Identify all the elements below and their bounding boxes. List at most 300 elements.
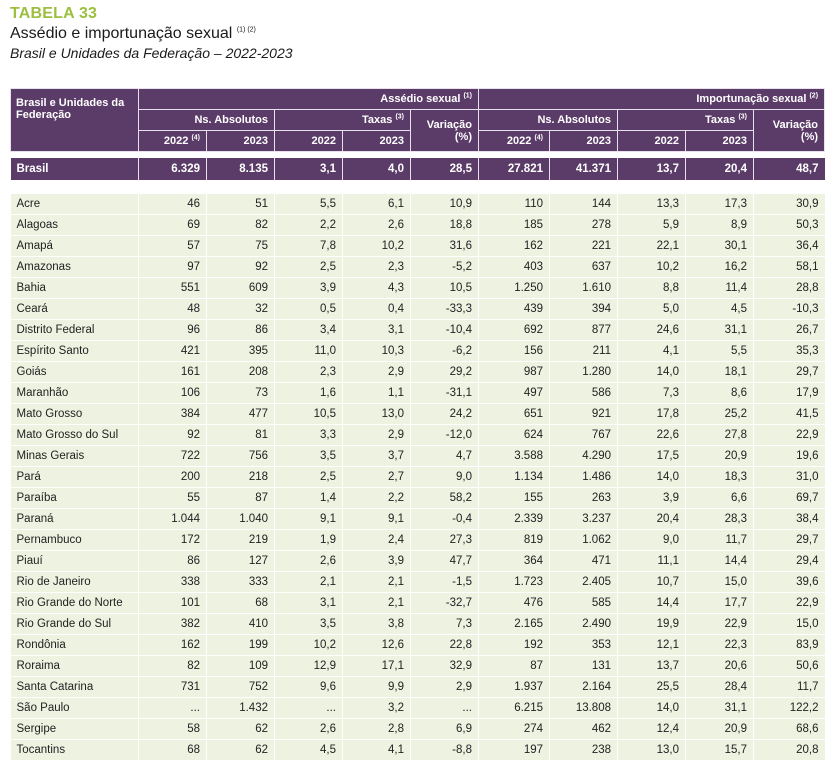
value-cell: 2,9 [411, 677, 479, 698]
value-cell: 13,0 [343, 404, 411, 425]
value-cell: 395 [207, 341, 275, 362]
value-cell: 156 [479, 341, 550, 362]
value-cell: 11,4 [686, 278, 754, 299]
value-cell: 3,8 [343, 614, 411, 635]
value-cell: 27,8 [686, 425, 754, 446]
value-cell: 3.237 [550, 509, 618, 530]
value-cell: 131 [550, 656, 618, 677]
table-title-text: Assédio e importunação sexual [10, 25, 233, 42]
header-year-2023-taxa-assedio: 2023 [343, 131, 411, 152]
region-name: Bahia [11, 278, 139, 299]
header-absolutos-assedio: Ns. Absolutos [139, 110, 275, 131]
value-cell: 2,2 [275, 215, 343, 236]
value-cell: 9,1 [343, 509, 411, 530]
table-row [11, 278, 825, 299]
table-row [11, 320, 825, 341]
table-heading [10, 4, 293, 63]
header-year-2023-taxa-importunacao: 2023 [686, 131, 754, 152]
value-cell: 1.250 [479, 278, 550, 299]
table-row [11, 299, 825, 320]
value-cell: 439 [479, 299, 550, 320]
table-row [11, 341, 825, 362]
table-row [11, 215, 825, 236]
table-row [11, 614, 825, 635]
value-cell: 101 [139, 593, 207, 614]
value-cell: 106 [139, 383, 207, 404]
value-cell: 364 [479, 551, 550, 572]
value-cell: 0,4 [343, 299, 411, 320]
value-cell: 10,2 [618, 257, 686, 278]
value-cell: 1.486 [550, 467, 618, 488]
value-cell: 110 [479, 194, 550, 215]
value-cell: 7,3 [411, 614, 479, 635]
value-cell: 48,7 [754, 158, 825, 180]
value-cell: 14,0 [618, 362, 686, 383]
value-cell: 382 [139, 614, 207, 635]
value-cell: 62 [207, 740, 275, 761]
value-cell: 2,6 [275, 551, 343, 572]
value-cell: 4,1 [618, 341, 686, 362]
value-cell: 9,0 [411, 467, 479, 488]
table-number: TABELA 33 [10, 5, 98, 22]
value-cell: 18,1 [686, 362, 754, 383]
header-group-assedio-note: (1) [463, 92, 472, 100]
value-cell: 82 [139, 656, 207, 677]
value-cell: 86 [139, 551, 207, 572]
value-cell: 7,8 [275, 236, 343, 257]
value-cell: 32,9 [411, 656, 479, 677]
value-cell: 11,1 [618, 551, 686, 572]
value-cell: 1,1 [343, 383, 411, 404]
value-cell: 2,9 [343, 425, 411, 446]
table-row [11, 383, 825, 404]
value-cell: 13,7 [618, 656, 686, 677]
value-cell: 51 [207, 194, 275, 215]
value-cell: 58,2 [411, 488, 479, 509]
value-cell: 22,9 [686, 614, 754, 635]
header-group-assedio [139, 89, 479, 110]
region-name: Sergipe [11, 719, 139, 740]
header-group-importunacao [479, 89, 825, 110]
value-cell: 73 [207, 383, 275, 404]
year-note: (4) [191, 134, 200, 142]
value-cell: 333 [207, 572, 275, 593]
value-cell: 22,8 [411, 635, 479, 656]
value-cell: 20,4 [618, 509, 686, 530]
value-cell: 1.610 [550, 278, 618, 299]
year-label: 2022 [163, 135, 189, 147]
table-header [11, 89, 825, 152]
value-cell: 4,5 [686, 299, 754, 320]
value-cell: 4.290 [550, 446, 618, 467]
table-row [11, 362, 825, 383]
value-cell: 2,2 [343, 488, 411, 509]
value-cell: 2.339 [479, 509, 550, 530]
region-name: Tocantins [11, 740, 139, 761]
value-cell: 46 [139, 194, 207, 215]
value-cell: 353 [550, 635, 618, 656]
header-variacao-assedio-unit: (%) [454, 130, 472, 143]
value-cell: 14,4 [618, 593, 686, 614]
value-cell: 27,3 [411, 530, 479, 551]
value-cell: 86 [207, 320, 275, 341]
table-row [11, 488, 825, 509]
value-cell: 6,9 [411, 719, 479, 740]
value-cell: 4,0 [343, 158, 411, 180]
value-cell: 162 [479, 236, 550, 257]
table-row [11, 509, 825, 530]
value-cell: 637 [550, 257, 618, 278]
value-cell: 50,6 [754, 656, 825, 677]
value-cell: 921 [550, 404, 618, 425]
value-cell: 58 [139, 719, 207, 740]
region-name: Paraíba [11, 488, 139, 509]
table-row [11, 425, 825, 446]
value-cell: 87 [479, 656, 550, 677]
value-cell: 13,7 [618, 158, 686, 180]
value-cell: 41,5 [754, 404, 825, 425]
value-cell: 403 [479, 257, 550, 278]
value-cell: 7,3 [618, 383, 686, 404]
year-label: 2022 [506, 135, 532, 147]
table-row [11, 719, 825, 740]
value-cell: 22,9 [754, 425, 825, 446]
header-taxas-importunacao-note: (3) [738, 113, 747, 121]
value-cell: 208 [207, 362, 275, 383]
value-cell: 5,5 [686, 341, 754, 362]
header-group-importunacao-note: (2) [809, 92, 819, 100]
value-cell: 278 [550, 215, 618, 236]
value-cell: 11,7 [754, 677, 825, 698]
region-name: Pará [11, 467, 139, 488]
value-cell: 2,8 [343, 719, 411, 740]
value-cell: 15,0 [754, 614, 825, 635]
value-cell: 11,0 [275, 341, 343, 362]
value-cell: 692 [479, 320, 550, 341]
value-cell: 5,5 [275, 194, 343, 215]
region-name: Ceará [11, 299, 139, 320]
value-cell: 8,8 [618, 278, 686, 299]
header-group-assedio-label: Assédio sexual [380, 93, 461, 105]
region-name: Minas Gerais [11, 446, 139, 467]
value-cell: 200 [139, 467, 207, 488]
value-cell: 92 [139, 425, 207, 446]
value-cell: 16,2 [686, 257, 754, 278]
value-cell: 2.405 [550, 572, 618, 593]
value-cell: 17,7 [686, 593, 754, 614]
value-cell: 2,3 [343, 257, 411, 278]
value-cell: 384 [139, 404, 207, 425]
value-cell: 192 [479, 635, 550, 656]
value-cell: 477 [207, 404, 275, 425]
value-cell: 2.490 [550, 614, 618, 635]
value-cell: 6.215 [479, 698, 550, 719]
value-cell: 29,7 [754, 362, 825, 383]
value-cell: 218 [207, 467, 275, 488]
value-cell: 69,7 [754, 488, 825, 509]
value-cell: 35,3 [754, 341, 825, 362]
region-name: Rio Grande do Sul [11, 614, 139, 635]
value-cell: 172 [139, 530, 207, 551]
value-cell: 4,7 [411, 446, 479, 467]
table-body-states [11, 194, 825, 761]
region-name: Roraima [11, 656, 139, 677]
value-cell: 29,4 [754, 551, 825, 572]
table-row [11, 194, 825, 215]
value-cell: 5,9 [618, 215, 686, 236]
header-variacao-importunacao-unit: (%) [800, 130, 819, 143]
header-taxas-assedio-label: Taxas [362, 114, 393, 126]
header-taxas-importunacao-label: Taxas [705, 114, 736, 126]
table-row [11, 572, 825, 593]
value-cell: 109 [207, 656, 275, 677]
value-cell: 2,1 [343, 572, 411, 593]
value-cell: 28,8 [754, 278, 825, 299]
header-taxas-assedio-note: (3) [395, 113, 404, 121]
value-cell: 9,9 [343, 677, 411, 698]
header-year-2022-taxa-importunacao: 2022 [618, 131, 686, 152]
value-cell: 2,6 [343, 215, 411, 236]
value-cell: 12,9 [275, 656, 343, 677]
value-cell: 31,6 [411, 236, 479, 257]
value-cell: 127 [207, 551, 275, 572]
table-row [11, 656, 825, 677]
value-cell: 2,7 [343, 467, 411, 488]
region-name: Brasil [11, 158, 139, 180]
value-cell: 29,2 [411, 362, 479, 383]
region-name: Goiás [11, 362, 139, 383]
value-cell: 651 [479, 404, 550, 425]
value-cell: 20,6 [686, 656, 754, 677]
value-cell: 10,3 [343, 341, 411, 362]
value-cell: 3,1 [275, 158, 343, 180]
value-cell: 3,2 [343, 698, 411, 719]
value-cell: -10,3 [754, 299, 825, 320]
value-cell: 3.588 [479, 446, 550, 467]
value-cell: 162 [139, 635, 207, 656]
value-cell: -12,0 [411, 425, 479, 446]
value-cell: -5,2 [411, 257, 479, 278]
value-cell: 585 [550, 593, 618, 614]
value-cell: 97 [139, 257, 207, 278]
value-cell: 3,1 [275, 593, 343, 614]
value-cell: 1.723 [479, 572, 550, 593]
value-cell: 5,0 [618, 299, 686, 320]
table-row [11, 404, 825, 425]
value-cell: ... [139, 698, 207, 719]
value-cell: 15,7 [686, 740, 754, 761]
value-cell: 731 [139, 677, 207, 698]
value-cell: 9,6 [275, 677, 343, 698]
value-cell: 263 [550, 488, 618, 509]
value-cell: 19,6 [754, 446, 825, 467]
region-name: Mato Grosso do Sul [11, 425, 139, 446]
value-cell: 38,4 [754, 509, 825, 530]
value-cell: 410 [207, 614, 275, 635]
region-name: Distrito Federal [11, 320, 139, 341]
value-cell: 877 [550, 320, 618, 341]
value-cell: 2,1 [275, 572, 343, 593]
value-cell: 10,7 [618, 572, 686, 593]
value-cell: 219 [207, 530, 275, 551]
value-cell: 1.044 [139, 509, 207, 530]
table-row [11, 551, 825, 572]
header-absolutos-importunacao: Ns. Absolutos [479, 110, 618, 131]
region-name: Espírito Santo [11, 341, 139, 362]
table-row [11, 530, 825, 551]
value-cell: 8,6 [686, 383, 754, 404]
value-cell: -31,1 [411, 383, 479, 404]
value-cell: 155 [479, 488, 550, 509]
value-cell: 22,9 [754, 593, 825, 614]
year-note: (4) [534, 134, 543, 142]
value-cell: 3,9 [343, 551, 411, 572]
value-cell: 14,4 [686, 551, 754, 572]
region-name: Rio de Janeiro [11, 572, 139, 593]
value-cell: 0,5 [275, 299, 343, 320]
value-cell: 1.040 [207, 509, 275, 530]
value-cell: 28,4 [686, 677, 754, 698]
value-cell: 12,1 [618, 635, 686, 656]
value-cell: 2,1 [343, 593, 411, 614]
value-cell: 624 [479, 425, 550, 446]
region-name: Maranhão [11, 383, 139, 404]
value-cell: 68 [207, 593, 275, 614]
value-cell: 68 [139, 740, 207, 761]
table-row [11, 236, 825, 257]
value-cell: 13,3 [618, 194, 686, 215]
value-cell: 14,0 [618, 698, 686, 719]
value-cell: 1.062 [550, 530, 618, 551]
value-cell: 41.371 [550, 158, 618, 180]
value-cell: 6.329 [139, 158, 207, 180]
value-cell: 17,9 [754, 383, 825, 404]
value-cell: 20,8 [754, 740, 825, 761]
value-cell: 81 [207, 425, 275, 446]
value-cell: 31,1 [686, 698, 754, 719]
value-cell: 75 [207, 236, 275, 257]
region-name: Acre [11, 194, 139, 215]
header-variacao-assedio-label: Variação [426, 118, 472, 131]
value-cell: 68,6 [754, 719, 825, 740]
table-title [10, 24, 293, 44]
value-cell: 25,5 [618, 677, 686, 698]
value-cell: 551 [139, 278, 207, 299]
value-cell: 1.280 [550, 362, 618, 383]
value-cell: 50,3 [754, 215, 825, 236]
value-cell: 2,5 [275, 467, 343, 488]
value-cell: 58,1 [754, 257, 825, 278]
header-taxas-importunacao [618, 110, 754, 131]
value-cell: 2,3 [275, 362, 343, 383]
value-cell: 3,9 [275, 278, 343, 299]
value-cell: 13.808 [550, 698, 618, 719]
header-region: Brasil e Unidades da Federação [11, 89, 139, 152]
value-cell: 2,9 [343, 362, 411, 383]
value-cell: 69 [139, 215, 207, 236]
header-year-2022-abs-importunacao [479, 131, 550, 152]
value-cell: 3,1 [343, 320, 411, 341]
value-cell: 12,4 [618, 719, 686, 740]
value-cell: 47,7 [411, 551, 479, 572]
value-cell: 28,3 [686, 509, 754, 530]
value-cell: 471 [550, 551, 618, 572]
data-table [10, 88, 825, 761]
value-cell: 2.164 [550, 677, 618, 698]
value-cell: 14,0 [618, 467, 686, 488]
value-cell: 10,2 [275, 635, 343, 656]
header-year-2023-abs-importunacao: 2023 [550, 131, 618, 152]
region-name: Piauí [11, 551, 139, 572]
value-cell: 17,8 [618, 404, 686, 425]
value-cell: 17,5 [618, 446, 686, 467]
header-group-importunacao-label: Importunação sexual [696, 93, 807, 105]
table-row [11, 467, 825, 488]
value-cell: 3,5 [275, 446, 343, 467]
value-cell: 185 [479, 215, 550, 236]
value-cell: 421 [139, 341, 207, 362]
value-cell: 3,5 [275, 614, 343, 635]
value-cell: 20,9 [686, 719, 754, 740]
value-cell: -32,7 [411, 593, 479, 614]
value-cell: 26,7 [754, 320, 825, 341]
value-cell: 476 [479, 593, 550, 614]
value-cell: 462 [550, 719, 618, 740]
value-cell: 22,6 [618, 425, 686, 446]
value-cell: 144 [550, 194, 618, 215]
table-subtitle: Brasil e Unidades da Federação – 2022-2023 [10, 45, 293, 61]
value-cell: 57 [139, 236, 207, 257]
value-cell: 87 [207, 488, 275, 509]
value-cell: -8,8 [411, 740, 479, 761]
value-cell: 20,9 [686, 446, 754, 467]
value-cell: 1.432 [207, 698, 275, 719]
header-variacao-importunacao-label: Variação [772, 118, 819, 131]
value-cell: 752 [207, 677, 275, 698]
title-footnote-marks: (1) (2) [236, 26, 256, 34]
value-cell: 1,4 [275, 488, 343, 509]
value-cell: ... [411, 698, 479, 719]
table-row [11, 446, 825, 467]
region-name: Rio Grande do Norte [11, 593, 139, 614]
value-cell: 609 [207, 278, 275, 299]
header-year-2022-abs-assedio [139, 131, 207, 152]
value-cell: 12,6 [343, 635, 411, 656]
value-cell: 62 [207, 719, 275, 740]
value-cell: 18,8 [411, 215, 479, 236]
value-cell: 767 [550, 425, 618, 446]
header-year-2023-abs-assedio: 2023 [207, 131, 275, 152]
value-cell: 25,2 [686, 404, 754, 425]
value-cell: 722 [139, 446, 207, 467]
value-cell: 24,2 [411, 404, 479, 425]
header-year-2022-taxa-assedio: 2022 [275, 131, 343, 152]
region-name: Alagoas [11, 215, 139, 236]
value-cell: 1.937 [479, 677, 550, 698]
spacer-cell [11, 180, 825, 194]
header-taxas-assedio [275, 110, 411, 131]
table-row [11, 635, 825, 656]
value-cell: 2,5 [275, 257, 343, 278]
value-cell: 987 [479, 362, 550, 383]
header-variacao-assedio [411, 110, 479, 152]
region-name: Pernambuco [11, 530, 139, 551]
value-cell: 15,0 [686, 572, 754, 593]
value-cell: 32 [207, 299, 275, 320]
value-cell: 96 [139, 320, 207, 341]
value-cell: 497 [479, 383, 550, 404]
value-cell: 31,1 [686, 320, 754, 341]
